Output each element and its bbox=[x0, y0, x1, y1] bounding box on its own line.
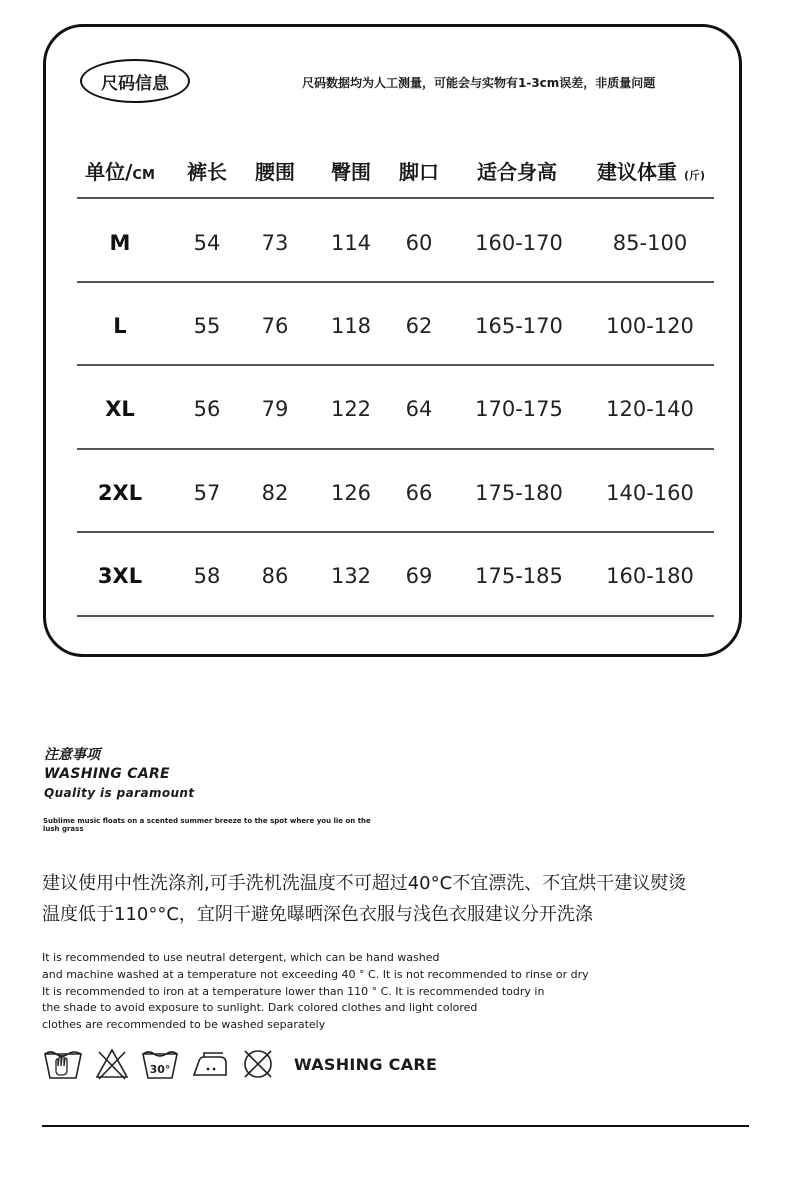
table-cell-hip: 126 bbox=[330, 481, 372, 505]
header-height: 适合身高 bbox=[477, 160, 557, 184]
table-cell-length: 54 bbox=[193, 231, 221, 255]
care-subtitle: Quality is paramount bbox=[44, 786, 195, 800]
header-waist: 腰围 bbox=[255, 160, 295, 184]
table-divider bbox=[77, 448, 714, 450]
header-unit: 单位/CM bbox=[85, 160, 155, 184]
table-cell-waist: 86 bbox=[261, 564, 289, 588]
care-title-cn: 注意事项 bbox=[44, 747, 100, 763]
table-cell-size: M bbox=[109, 231, 131, 255]
table-cell-height: 170-175 bbox=[475, 397, 563, 421]
table-cell-hip: 132 bbox=[330, 564, 372, 588]
table-divider bbox=[77, 197, 714, 199]
table-divider bbox=[77, 281, 714, 283]
header-length: 裤长 bbox=[187, 160, 227, 184]
table-cell-length: 56 bbox=[193, 397, 221, 421]
care-title-en: WASHING CARE bbox=[44, 766, 170, 782]
icons-label: WASHING CARE bbox=[294, 1054, 438, 1074]
table-cell-weight: 120-140 bbox=[606, 397, 694, 421]
header-hem: 脚口 bbox=[399, 160, 439, 184]
table-cell-hem: 60 bbox=[405, 231, 433, 255]
svg-text:30°: 30° bbox=[149, 1063, 171, 1076]
care-icons-row bbox=[42, 1044, 437, 1084]
wash-30-icon bbox=[140, 1046, 180, 1082]
table-cell-weight: 140-160 bbox=[606, 481, 694, 505]
table-cell-height: 165-170 bbox=[475, 314, 563, 338]
header-weight: 建议体重 (斤) bbox=[596, 160, 706, 184]
no-tumble-dry-icon bbox=[240, 1046, 276, 1082]
table-cell-weight: 160-180 bbox=[606, 564, 694, 588]
table-cell-height: 175-180 bbox=[475, 481, 563, 505]
table-cell-hip: 118 bbox=[330, 314, 372, 338]
table-divider bbox=[77, 531, 714, 533]
table-cell-size: 2XL bbox=[97, 481, 143, 505]
table-cell-hem: 62 bbox=[405, 314, 433, 338]
table-cell-length: 57 bbox=[193, 481, 221, 505]
no-bleach-icon bbox=[94, 1046, 130, 1082]
table-cell-size: XL bbox=[105, 397, 135, 421]
table-cell-waist: 79 bbox=[261, 397, 289, 421]
table-cell-height: 175-185 bbox=[475, 564, 563, 588]
care-instructions-cn: 建议使用中性洗涤剂,可手洗机洗温度不可超过40°C不宜漂洗、不宜烘干建议熨烫 温度低于110°°C，宜阴干避免曝晒深色衣服与浅色衣服建议分开洗涤 bbox=[42, 873, 687, 925]
table-cell-height: 160-170 bbox=[475, 231, 563, 255]
table-cell-waist: 82 bbox=[261, 481, 289, 505]
size-chart-card bbox=[43, 24, 742, 657]
care-tagline: Sublime music floats on a scented summer breeze to the spot where you lie on the lush grass bbox=[43, 817, 371, 833]
table-cell-size: 3XL bbox=[97, 564, 143, 588]
table-cell-waist: 73 bbox=[261, 231, 289, 255]
table-cell-size: L bbox=[113, 314, 127, 338]
table-cell-hip: 122 bbox=[330, 397, 372, 421]
table-cell-waist: 76 bbox=[261, 314, 289, 338]
table-cell-hem: 69 bbox=[405, 564, 433, 588]
table-cell-weight: 100-120 bbox=[606, 314, 694, 338]
hand-wash-icon bbox=[42, 1046, 84, 1082]
table-cell-weight: 85-100 bbox=[612, 231, 688, 255]
table-divider bbox=[77, 615, 714, 617]
size-info-badge: 尺码信息 bbox=[80, 59, 190, 103]
table-cell-hem: 64 bbox=[405, 397, 433, 421]
table-cell-hem: 66 bbox=[405, 481, 433, 505]
table-cell-length: 55 bbox=[193, 314, 221, 338]
care-instructions-en: It is recommended to use neutral detergent, which can be hand washed and machine washed at a temperature not exceeding 40 ° C. It is not recommended to rinse or dry It is recommended to iron at a temperature lower than 110 ° C. It is recommended todry in the shade to avoid exposure to sunlight. Dark colored clothes and light colored clothes are recommended to be washed separately bbox=[42, 951, 589, 1032]
header-hip: 臀围 bbox=[331, 160, 371, 184]
table-cell-length: 58 bbox=[193, 564, 221, 588]
measurement-note: 尺码数据均为人工测量，可能会与实物有1-3cm误差，非质量问题 bbox=[302, 76, 656, 90]
table-divider bbox=[77, 364, 714, 366]
bottom-divider bbox=[42, 1125, 749, 1127]
iron-low-icon bbox=[190, 1046, 230, 1082]
table-cell-hip: 114 bbox=[330, 231, 372, 255]
